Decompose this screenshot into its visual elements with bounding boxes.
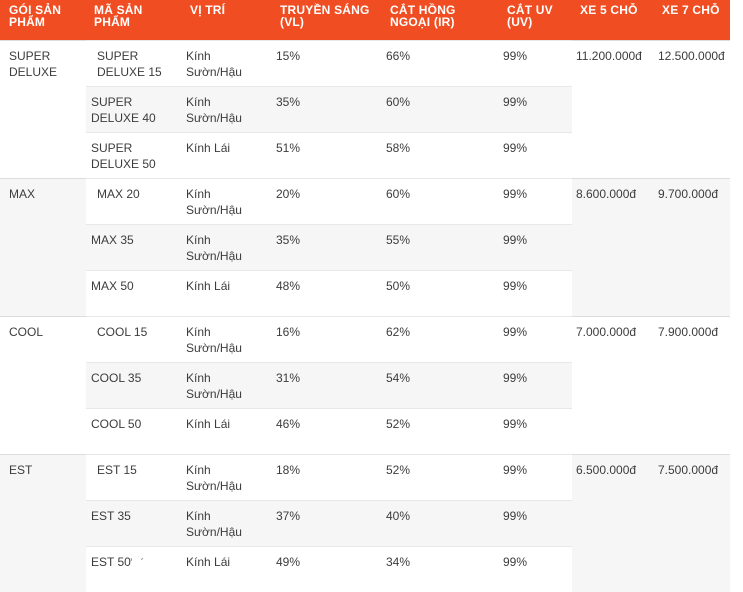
uv-cell: 99% (499, 178, 572, 224)
visible-light-cell: 15% (272, 40, 382, 86)
uv-cell: 99% (499, 40, 572, 86)
table-row (0, 454, 730, 500)
visible-light-cell: 20% (272, 178, 382, 224)
header-car-5-seat: XE 5 CHỖ (572, 0, 654, 40)
uv-cell: 99% (499, 454, 572, 500)
position-cell: Kính Sườn/Hậu (182, 362, 272, 408)
uv-cell: 99% (499, 270, 572, 316)
position-cell: Kính Sườn/Hậu (182, 500, 272, 546)
price-7-seat-cell: 12.500.000đ (654, 40, 730, 178)
infrared-cell: 54% (382, 362, 499, 408)
infrared-cell: 62% (382, 316, 499, 362)
uv-cell: 99% (499, 500, 572, 546)
position-cell: Kính Sườn/Hậu (182, 316, 272, 362)
table-row (0, 316, 730, 362)
visible-light-cell: 18% (272, 454, 382, 500)
uv-cell: 99% (499, 86, 572, 132)
visible-light-cell: 51% (272, 132, 382, 178)
infrared-cell: 66% (382, 40, 499, 86)
price-5-seat-cell: 8.600.000đ (572, 178, 654, 316)
product-code-cell: COOL 15 (86, 316, 182, 362)
infrared-cell: 55% (382, 224, 499, 270)
visible-light-cell: 16% (272, 316, 382, 362)
infrared-cell: 34% (382, 546, 499, 592)
price-7-seat-cell: 9.700.000đ (654, 178, 730, 316)
visible-light-cell: 35% (272, 86, 382, 132)
position-cell: Kính Lái (182, 408, 272, 454)
infrared-cell: 40% (382, 500, 499, 546)
position-cell: Kính Lái (182, 546, 272, 592)
uv-cell: 99% (499, 132, 572, 178)
package-name-cell: SUPER DELUXE (0, 40, 86, 178)
visible-light-cell: 37% (272, 500, 382, 546)
header-position: VỊ TRÍ (182, 0, 272, 40)
product-code-cell: SUPER DELUXE 15 (86, 40, 182, 86)
product-code-cell: EST 50 (86, 546, 182, 592)
price-5-seat-cell: 11.200.000đ (572, 40, 654, 178)
position-cell: Kính Sườn/Hậu (182, 454, 272, 500)
uv-cell: 99% (499, 362, 572, 408)
price-5-seat-cell: 6.500.000đ (572, 454, 654, 592)
uv-cell: 99% (499, 408, 572, 454)
table-header-row (0, 0, 730, 40)
uv-cell: 99% (499, 224, 572, 270)
position-cell: Kính Sườn/Hậu (182, 40, 272, 86)
visible-light-cell: 35% (272, 224, 382, 270)
product-code-cell: COOL 50 (86, 408, 182, 454)
product-code-cell: MAX 35 (86, 224, 182, 270)
infrared-cell: 60% (382, 86, 499, 132)
position-cell: Kính Sườn/Hậu (182, 178, 272, 224)
table-row (0, 40, 730, 86)
cut-off-text: ʼ ˊ (130, 556, 146, 565)
header-uv: CẮT UV (UV) (499, 0, 572, 40)
uv-cell: 99% (499, 316, 572, 362)
infrared-cell: 52% (382, 408, 499, 454)
product-code-cell: SUPER DELUXE 40 (86, 86, 182, 132)
header-infrared: CẮT HỒNG NGOẠI (IR) (382, 0, 499, 40)
infrared-cell: 58% (382, 132, 499, 178)
visible-light-cell: 31% (272, 362, 382, 408)
visible-light-cell: 46% (272, 408, 382, 454)
position-cell: Kính Sườn/Hậu (182, 86, 272, 132)
header-package: GÓI SẢN PHẨM (0, 0, 86, 40)
table-body (0, 40, 730, 592)
product-code-cell: MAX 20 (86, 178, 182, 224)
table-row (0, 178, 730, 224)
infrared-cell: 60% (382, 178, 499, 224)
infrared-cell: 52% (382, 454, 499, 500)
visible-light-cell: 48% (272, 270, 382, 316)
product-code-cell: SUPER DELUXE 50 (86, 132, 182, 178)
price-7-seat-cell: 7.500.000đ (654, 454, 730, 592)
position-cell: Kính Lái (182, 270, 272, 316)
package-name-cell: COOL (0, 316, 86, 454)
product-code-cell: EST 15 (86, 454, 182, 500)
package-name-cell: MAX (0, 178, 86, 316)
position-cell: Kính Lái (182, 132, 272, 178)
position-cell: Kính Sườn/Hậu (182, 224, 272, 270)
header-visible-light: TRUYỀN SÁNG (VL) (272, 0, 382, 40)
package-name-cell: EST (0, 454, 86, 592)
header-car-7-seat: XE 7 CHỖ (654, 0, 730, 40)
product-code-cell: COOL 35 (86, 362, 182, 408)
visible-light-cell: 49% (272, 546, 382, 592)
header-product-code: MÃ SẢN PHẨM (86, 0, 182, 40)
price-7-seat-cell: 7.900.000đ (654, 316, 730, 454)
uv-cell: 99% (499, 546, 572, 592)
price-5-seat-cell: 7.000.000đ (572, 316, 654, 454)
infrared-cell: 50% (382, 270, 499, 316)
product-code-cell: MAX 50 (86, 270, 182, 316)
product-code-cell: EST 35 (86, 500, 182, 546)
